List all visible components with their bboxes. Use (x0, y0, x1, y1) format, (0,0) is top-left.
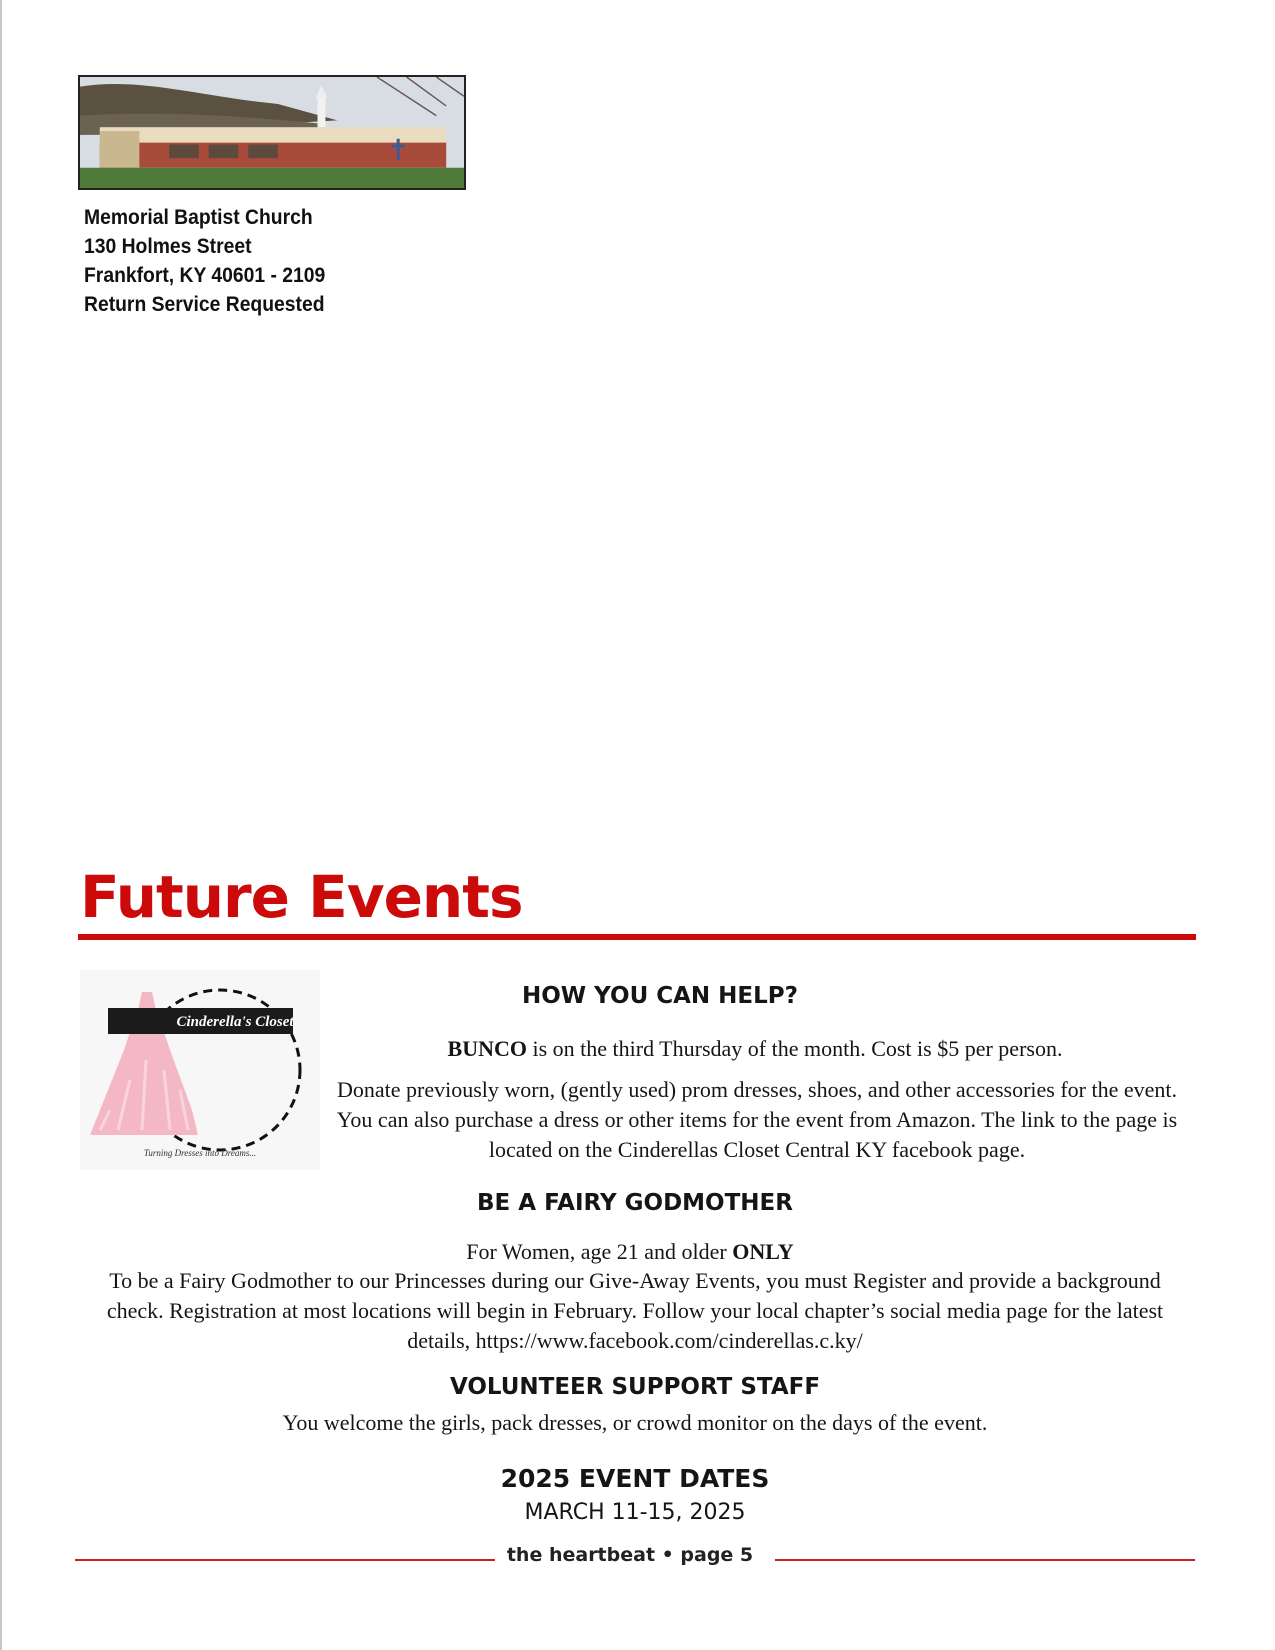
godmother-heading: BE A FAIRY GODMOTHER (477, 1190, 793, 1216)
eligibility-only: ONLY (732, 1239, 794, 1264)
footer-text: the heartbeat • page 5 (506, 1544, 754, 1566)
address-line-church: Memorial Baptist Church (84, 206, 313, 229)
donate-text: Donate previously worn, (gently used) prom dresses, shoes, and other accessories for the event. You can also purchase a dress or other items for the event from Amazon. The link to the page is located on the Cinderellas Closet Central KY facebook page. (336, 1077, 1178, 1162)
page-edge (0, 0, 2, 1650)
section-divider (78, 934, 1196, 940)
logo-tagline: Turning Dresses into Dreams... (143, 1148, 257, 1158)
cinderellas-closet-logo (80, 970, 320, 1170)
godmother-eligibility (300, 1237, 960, 1267)
volunteer-heading: VOLUNTEER SUPPORT STAFF (449, 1374, 821, 1400)
event-dates-value: MARCH 11-15, 2025 (524, 1500, 746, 1525)
event-dates-heading: 2025 EVENT DATES (500, 1464, 770, 1493)
footer-rule-right (775, 1559, 1195, 1561)
eligibility-text: For Women, age 21 and older (466, 1239, 733, 1264)
help-heading: HOW YOU CAN HELP? (522, 983, 798, 1009)
bunco-details: is on the third Thursday of the month. Cost is $5 per person. (526, 1036, 1063, 1061)
bunco-label: BUNCO (447, 1036, 527, 1061)
footer-rule-left (75, 1559, 495, 1561)
address-line-service: Return Service Requested (84, 293, 325, 316)
address-line-street: 130 Holmes Street (84, 235, 252, 258)
volunteer-text: You welcome the girls, pack dresses, or crowd monitor on the days of the event. (282, 1410, 988, 1435)
logo-banner-text: Cinderella's Closet (176, 1014, 294, 1030)
bunco-text (360, 1034, 1150, 1064)
address-line-city: Frankfort, KY 40601 - 2109 (84, 264, 326, 287)
godmother-details: To be a Fairy Godmother to our Princesses during our Give-Away Events, you must Register and provide a background check. Registration at most locations will begin in February. Follow your local chapter’s social media page for the latest details, https://www.facebook.com/cinderellas.c.ky/ (106, 1268, 1164, 1353)
return-address (84, 203, 325, 319)
section-title: Future Events (80, 863, 523, 931)
church-photo (78, 75, 466, 190)
